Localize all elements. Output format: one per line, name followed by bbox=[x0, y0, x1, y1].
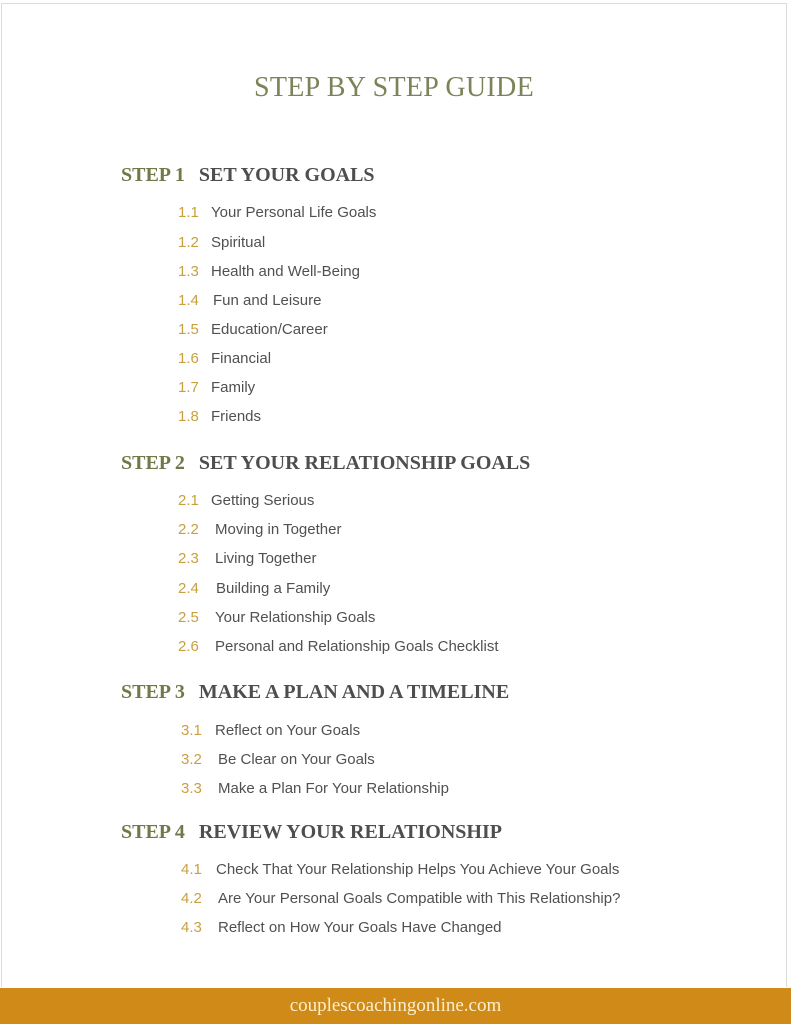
item-text: Getting Serious bbox=[211, 492, 315, 509]
item-text: Reflect on Your Goals bbox=[215, 722, 361, 739]
list-item bbox=[181, 890, 620, 907]
step-title: MAKE A PLAN AND A TIMELINE bbox=[198, 681, 510, 703]
item-number: 1.3 bbox=[178, 263, 199, 280]
list-item bbox=[178, 550, 316, 567]
item-text: Check That Your Relationship Helps You Achieve Your Goals bbox=[216, 861, 620, 878]
item-text: Education/Career bbox=[211, 321, 328, 338]
item-text: Spiritual bbox=[211, 234, 266, 251]
item-number: 2.1 bbox=[178, 492, 199, 509]
item-number: 4.3 bbox=[181, 919, 202, 936]
list-item bbox=[178, 204, 376, 221]
list-item bbox=[181, 751, 375, 768]
item-text: Family bbox=[211, 379, 256, 396]
item-number: 2.5 bbox=[178, 609, 199, 626]
list-item bbox=[181, 722, 360, 739]
list-item bbox=[178, 521, 341, 538]
item-number: 3.2 bbox=[181, 751, 202, 768]
item-text: Financial bbox=[211, 350, 272, 367]
item-text: Be Clear on Your Goals bbox=[218, 751, 375, 768]
item-number: 1.7 bbox=[178, 379, 199, 396]
item-number: 1.5 bbox=[178, 321, 199, 338]
item-text: Health and Well-Being bbox=[211, 263, 360, 280]
item-number: 3.3 bbox=[181, 780, 202, 797]
list-item bbox=[178, 408, 261, 425]
item-number: 2.4 bbox=[178, 580, 199, 597]
item-number: 1.8 bbox=[178, 408, 199, 425]
step-title: SET YOUR GOALS bbox=[198, 164, 375, 186]
step-title: REVIEW YOUR RELATIONSHIP bbox=[198, 821, 502, 843]
step-label: STEP 4 bbox=[121, 821, 185, 843]
item-text: Fun and Leisure bbox=[213, 292, 322, 309]
item-text: Friends bbox=[211, 408, 262, 425]
step-2-heading bbox=[121, 452, 530, 475]
item-text: Reflect on How Your Goals Have Changed bbox=[218, 919, 502, 936]
list-item bbox=[178, 492, 314, 509]
item-number: 4.1 bbox=[181, 861, 202, 878]
item-text: Your Personal Life Goals bbox=[211, 204, 377, 221]
step-4-heading bbox=[121, 821, 502, 844]
footer-band bbox=[0, 988, 791, 1024]
item-text: Make a Plan For Your Relationship bbox=[218, 780, 449, 797]
item-text: Your Relationship Goals bbox=[215, 609, 376, 626]
item-text: Living Together bbox=[215, 550, 317, 567]
list-item bbox=[181, 919, 502, 936]
step-1-heading bbox=[121, 164, 375, 187]
item-number: 2.6 bbox=[178, 638, 199, 655]
item-number: 1.6 bbox=[178, 350, 199, 367]
item-number: 3.1 bbox=[181, 722, 202, 739]
step-label: STEP 2 bbox=[121, 452, 185, 474]
step-label: STEP 1 bbox=[121, 164, 185, 186]
list-item bbox=[181, 861, 619, 878]
list-item bbox=[178, 379, 255, 396]
list-item bbox=[178, 638, 498, 655]
item-number: 2.2 bbox=[178, 521, 199, 538]
step-label: STEP 3 bbox=[121, 681, 185, 703]
item-number: 1.2 bbox=[178, 234, 199, 251]
step-title: SET YOUR RELATIONSHIP GOALS bbox=[198, 452, 531, 474]
guide-page bbox=[1, 3, 787, 987]
page-title: STEP BY STEP GUIDE bbox=[254, 72, 534, 103]
item-text: Moving in Together bbox=[215, 521, 342, 538]
list-item bbox=[178, 292, 321, 309]
footer-website: couplescoachingonline.com bbox=[289, 995, 502, 1016]
item-number: 2.3 bbox=[178, 550, 199, 567]
item-text: Building a Family bbox=[216, 580, 331, 597]
item-number: 4.2 bbox=[181, 890, 202, 907]
item-number: 1.1 bbox=[178, 204, 199, 221]
list-item bbox=[178, 580, 330, 597]
item-text: Are Your Personal Goals Compatible with This Relationship? bbox=[218, 890, 621, 907]
list-item bbox=[178, 321, 328, 338]
item-text: Personal and Relationship Goals Checklist bbox=[215, 638, 499, 655]
item-number: 1.4 bbox=[178, 292, 199, 309]
list-item bbox=[181, 780, 449, 797]
list-item bbox=[178, 609, 375, 626]
list-item bbox=[178, 350, 271, 367]
step-3-heading bbox=[121, 681, 509, 704]
list-item bbox=[178, 234, 265, 251]
list-item bbox=[178, 263, 360, 280]
